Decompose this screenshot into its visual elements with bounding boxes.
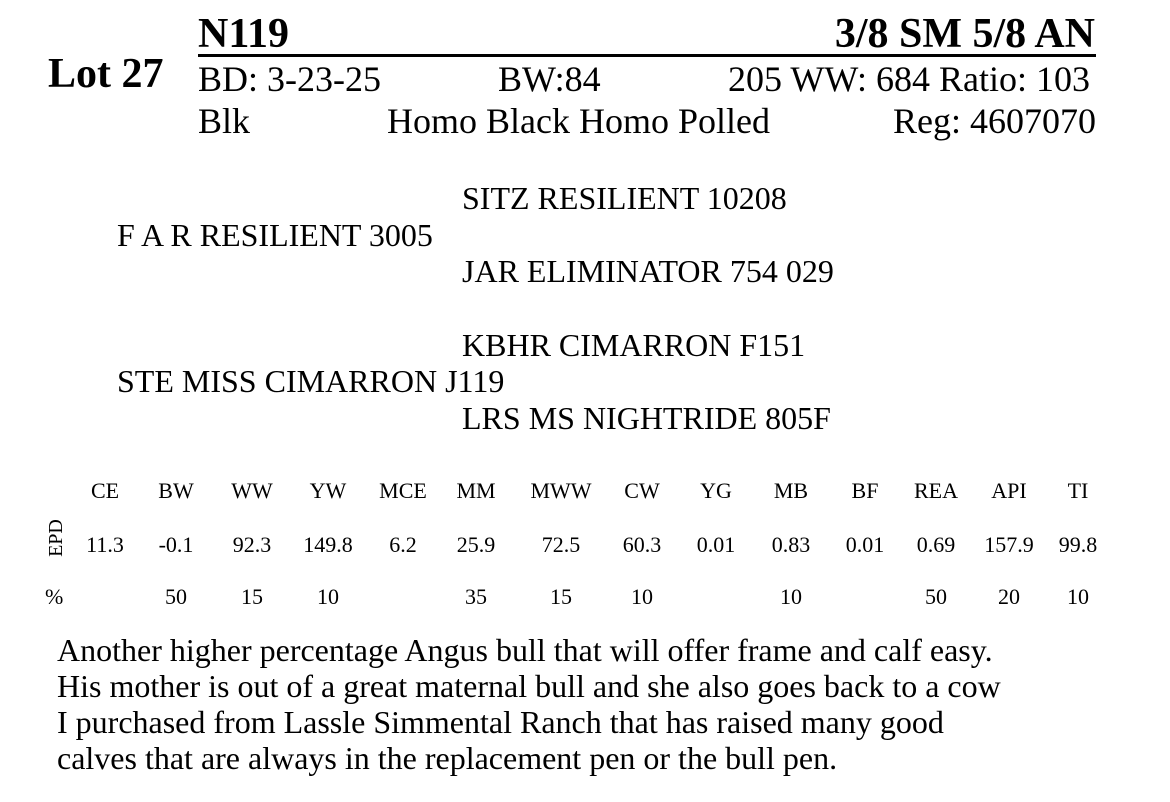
- percentile-mm: 35: [465, 584, 487, 609]
- percentile-ww: 15: [241, 584, 263, 609]
- trait-header-mm: MM: [456, 478, 496, 503]
- sire-sire: SITZ RESILIENT 10208: [462, 180, 787, 216]
- sire: F A R RESILIENT 3005: [117, 217, 433, 253]
- epd-value-mm: 25.9: [456, 532, 496, 557]
- percentile-yw: 10: [317, 584, 339, 609]
- description-line: I purchased from Lassle Simmental Ranch that has raised many good: [57, 704, 944, 740]
- breed-composition: 3/8 SM 5/8 AN: [834, 11, 1095, 57]
- trait-header-yg: YG: [700, 478, 732, 503]
- trait-header-yw: YW: [309, 478, 347, 503]
- percentile-ti: 10: [1067, 584, 1089, 609]
- epd-value-yw: 149.8: [303, 532, 353, 557]
- epd-value-yg: 0.01: [696, 532, 736, 557]
- header-divider: [198, 54, 1096, 57]
- epd-value-cw: 60.3: [622, 532, 662, 557]
- epd-value-mb: 0.83: [771, 532, 811, 557]
- epd-row-label: EPD: [45, 519, 67, 557]
- lot-number: Lot 27: [48, 51, 164, 97]
- epd-value-bw: -0.1: [158, 532, 194, 557]
- trait-header-cw: CW: [624, 478, 660, 503]
- dam: STE MISS CIMARRON J119: [117, 363, 505, 399]
- description-line: Another higher percentage Angus bull that will offer frame and calf easy.: [57, 632, 993, 668]
- trait-header-bw: BW: [158, 478, 194, 503]
- weaning-weight: 205 WW: 684 Ratio: 103: [728, 59, 1090, 99]
- dam-dam: LRS MS NIGHTRIDE 805F: [462, 400, 831, 436]
- percentile-row-label: %: [45, 584, 64, 609]
- epd-value-row: [45, 519, 1125, 562]
- birth-date: BD: 3-23-25: [198, 59, 381, 99]
- epd-value-ce: 11.3: [86, 532, 124, 557]
- description-line: calves that are always in the replacement pen or the bull pen.: [57, 740, 838, 776]
- animal-tag: N119: [198, 11, 290, 57]
- epd-value-ti: 99.8: [1058, 532, 1098, 557]
- percentile-bw: 50: [165, 584, 187, 609]
- sire-dam: JAR ELIMINATOR 754 029: [462, 253, 834, 289]
- trait-header-ti: TI: [1067, 478, 1089, 503]
- trait-header-bf: BF: [851, 478, 879, 503]
- percentile-cw: 10: [631, 584, 653, 609]
- epd-value-api: 157.9: [984, 532, 1034, 557]
- epd-value-mww: 72.5: [541, 532, 581, 557]
- trait-header-mce: MCE: [379, 478, 427, 503]
- percentile-mww: 15: [550, 584, 572, 609]
- trait-header-ce: CE: [90, 478, 120, 503]
- percentile-mb: 10: [780, 584, 802, 609]
- trait-header-ww: WW: [231, 478, 273, 503]
- trait-header-row: [45, 478, 1125, 508]
- description: [57, 632, 1117, 776]
- trait-header-mb: MB: [773, 478, 809, 503]
- dam-sire: KBHR CIMARRON F151: [462, 327, 806, 363]
- epd-value-rea: 0.69: [916, 532, 956, 557]
- epd-value-bf: 0.01: [845, 532, 885, 557]
- epd-value-ww: 92.3: [232, 532, 272, 557]
- birth-weight: BW:84: [498, 59, 601, 99]
- percentile-row: [45, 584, 1125, 614]
- trait-header-rea: REA: [914, 478, 958, 503]
- percentile-api: 20: [998, 584, 1020, 609]
- color: Blk: [198, 101, 251, 141]
- trait-header-mww: MWW: [530, 478, 592, 503]
- percentile-rea: 50: [925, 584, 947, 609]
- description-line: His mother is out of a great maternal bull and she also goes back to a cow: [57, 668, 1001, 704]
- trait-header-api: API: [991, 478, 1027, 503]
- registration-number: Reg: 4607070: [893, 101, 1096, 141]
- genetic-status: Homo Black Homo Polled: [387, 101, 770, 141]
- epd-value-mce: 6.2: [389, 532, 417, 557]
